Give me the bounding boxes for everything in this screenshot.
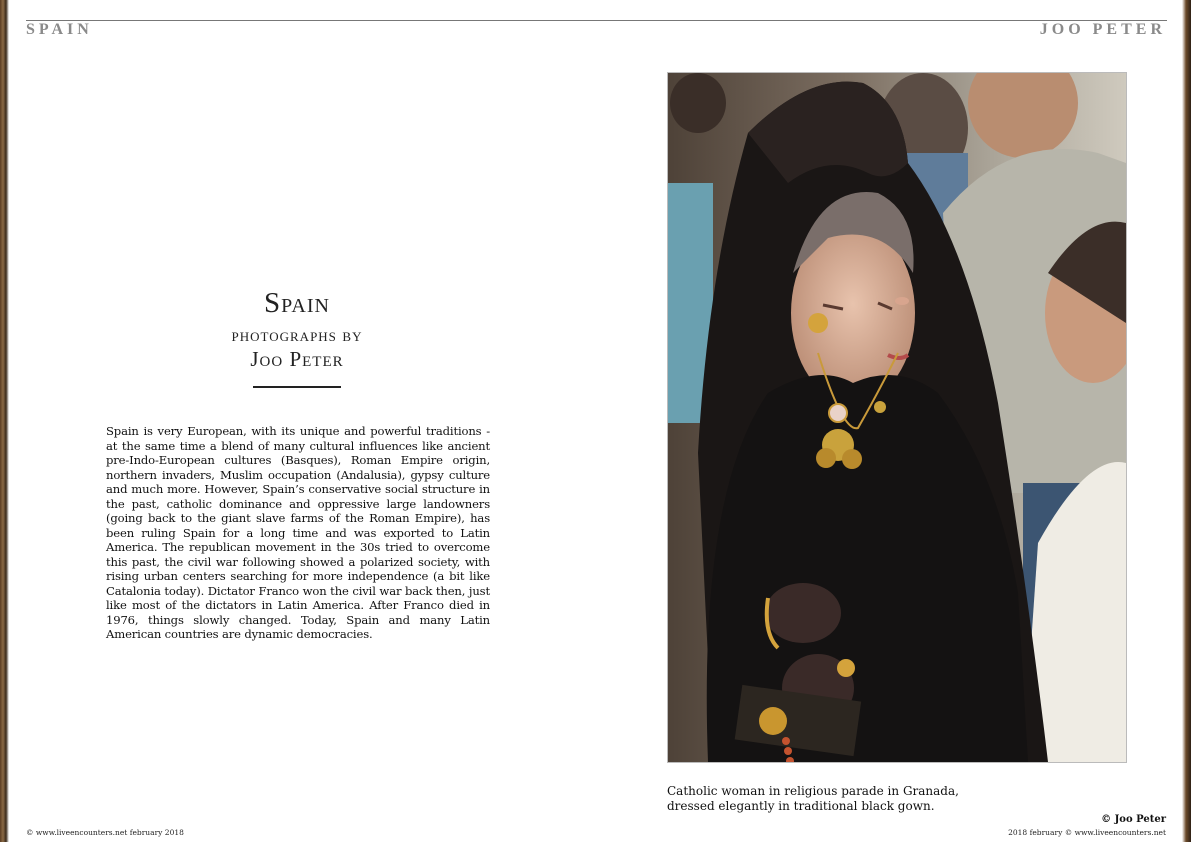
header-rule (26, 20, 1167, 21)
footer-right: 2018 february © www.liveencounters.net (1008, 828, 1166, 837)
photograph (667, 72, 1127, 763)
footer-left: © www.liveencounters.net february 2018 (26, 828, 184, 837)
article-body: Spain is very European, with its unique and powerful traditions - at the same time a blend of many cultural influences like ancient pre-Indo-European cultures (Basques), Roman Empire origin, northern invaders, Muslim occupation (Andalusia), gypsy culture and much more. However, Spain’s conservative social structure in the past, catholic dominance and oppressive large landowners (going back to the giant slave farms of the Roman Empire), has been ruling Spain for a long time and was exported to Latin America. The republican movement in the 30s tried to overcome this past, the civil war following showed a polarized society, with rising urban centers searching for more independence (a bit like Catalonia today). Dictator Franco won the civil war back then, just like most of the dictators in Latin America. After Franco died in 1976, things slowly changed. Today, Spain and many Latin American countries are dynamic democracies. (106, 424, 490, 641)
caption-line-2: dressed elegantly in traditional black gown. (667, 799, 935, 813)
article-author: Joo Peter (250, 347, 344, 371)
magazine-spread (9, 0, 1182, 842)
article-title: Spain (264, 287, 330, 319)
running-head-author: JOO PETER (1039, 21, 1166, 38)
article-subtitle: photographs by (231, 325, 363, 345)
photo-credit: © Joo Peter (1101, 814, 1166, 825)
running-head-section: SPAIN (26, 21, 93, 38)
title-divider (253, 386, 341, 388)
caption-line-1: Catholic woman in religious parade in Granada, (667, 784, 959, 798)
woman-in-mantilla-photo (668, 73, 1126, 762)
title-block (179, 286, 415, 388)
photo-caption (667, 784, 1007, 814)
